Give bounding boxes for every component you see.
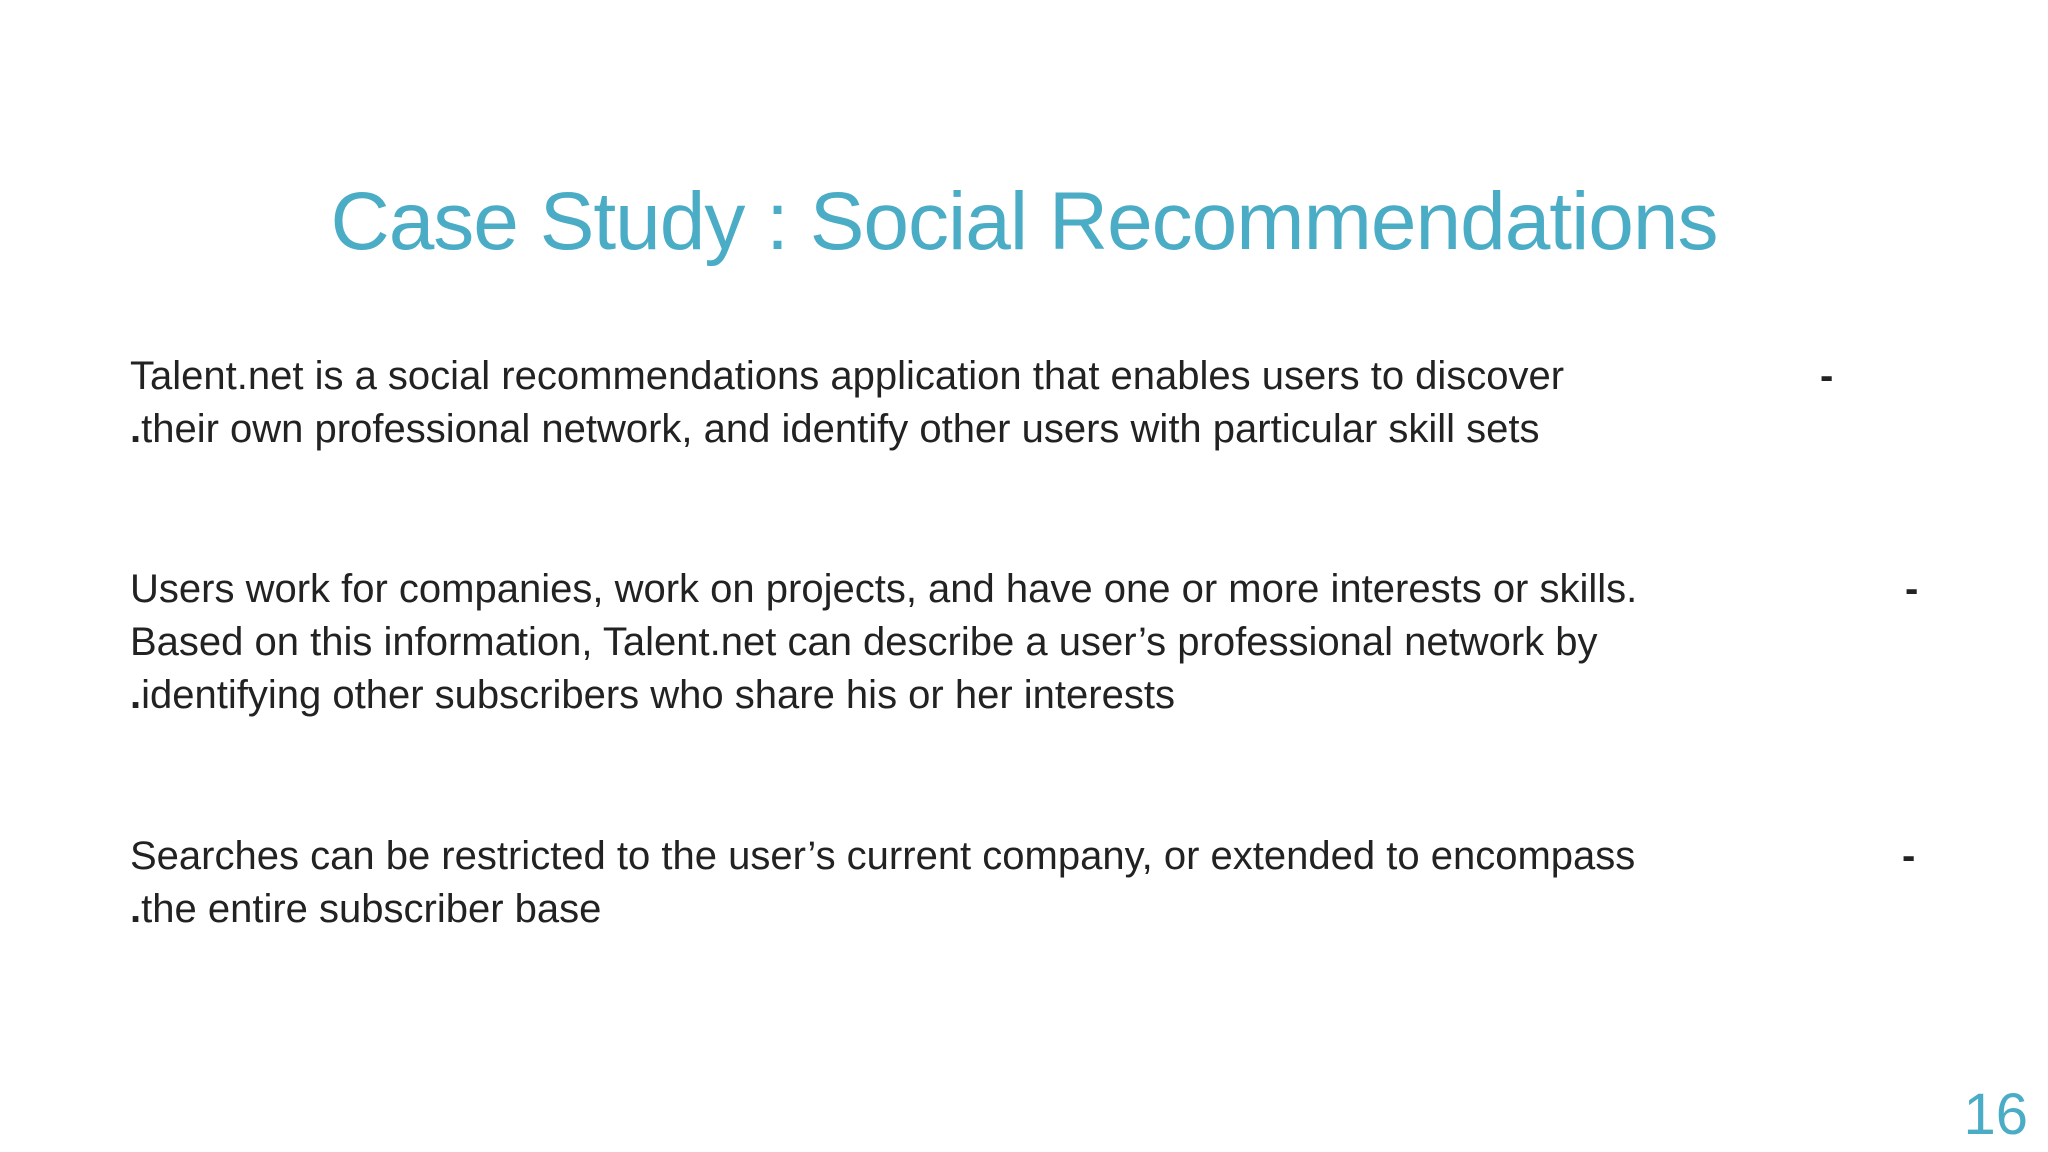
dash-marker: - (1820, 354, 1834, 398)
paragraph-3 (130, 830, 1920, 936)
period-marker: . (130, 407, 142, 451)
paragraph-3-line-2-text: the entire subscriber base (141, 887, 602, 931)
paragraph-2-line-1-text: Users work for companies, work on projects, and have one or more interests or skills. (130, 567, 1638, 611)
dash-marker: - (1902, 834, 1916, 878)
paragraph-2-line-3-text: identifying other subscribers who share his or her interests (141, 673, 1175, 717)
paragraph-1-line-1-text: Talent.net is a social recommendations application that enables users to discover (130, 354, 1565, 398)
page-number: 16 (1963, 1082, 2028, 1147)
paragraph-3-line-2 (130, 883, 1920, 936)
period-marker: . (130, 887, 142, 931)
paragraph-2-line-3 (130, 669, 1920, 722)
paragraph-3-line-1 (130, 830, 1920, 883)
paragraph-3-line-1-text: Searches can be restricted to the user’s current company, or extended to encompass (130, 834, 1636, 878)
paragraph-2-line-1 (130, 563, 1920, 616)
period-marker: . (130, 673, 142, 717)
dash-marker: - (1905, 567, 1919, 611)
paragraph-2 (130, 563, 1920, 722)
paragraph-1-line-1 (130, 350, 1920, 403)
paragraph-2-line-2-text: Based on this information, Talent.net can describe a user’s professional network by (130, 620, 1598, 664)
paragraph-1-line-2 (130, 403, 1920, 456)
paragraph-1 (130, 350, 1920, 456)
paragraph-1-line-2-text: their own professional network, and identify other users with particular skill sets (141, 407, 1540, 451)
slide-title: Case Study : Social Recommendations (330, 176, 1718, 267)
paragraph-2-line-2 (130, 616, 1920, 669)
